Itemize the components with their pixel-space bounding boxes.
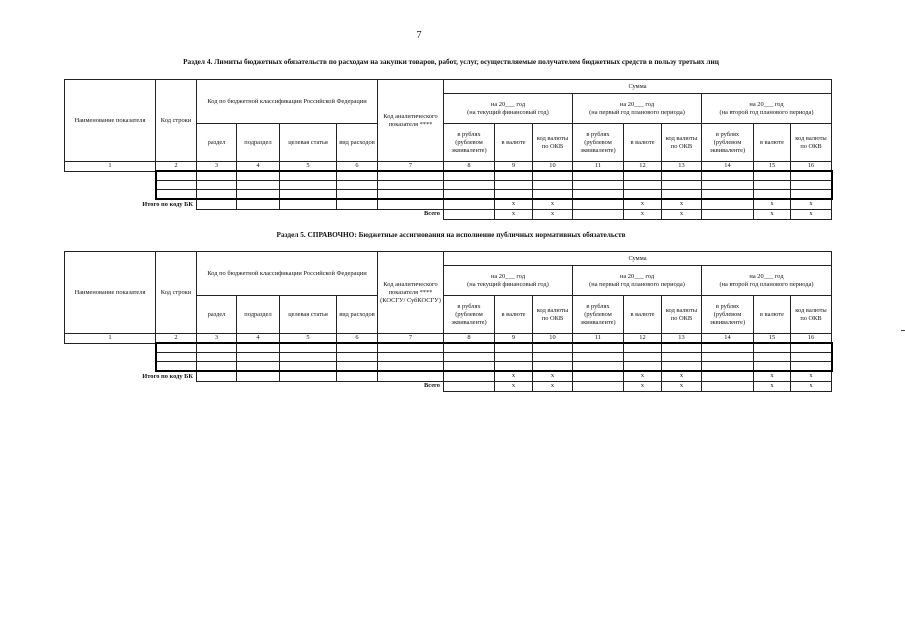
total-bk-row (65, 199, 832, 209)
header-okv: код валюты по ОКВ (533, 124, 573, 162)
table-cell (754, 343, 791, 352)
table-cell (65, 171, 156, 180)
column-numbers-row (65, 334, 832, 344)
table-cell (791, 171, 832, 180)
table-cell (337, 352, 378, 361)
table-cell (280, 189, 337, 199)
header-sum: Сумма (444, 252, 832, 266)
table-cell (337, 171, 378, 180)
col-number: 6 (337, 162, 378, 172)
total-bk-row (65, 371, 832, 381)
table-cell (280, 352, 337, 361)
col-number: 16 (791, 162, 832, 172)
col-number: 5 (280, 334, 337, 344)
table-cell (702, 371, 754, 381)
x-mark: x (495, 381, 533, 391)
section-4-title: Раздел 4. Лимиты бюджетных обязательств по расходам на закупки товаров, работ, услуг, осуществляемые получателем бюджетных средств в пользу третьих лиц (183, 57, 719, 66)
x-mark: x (495, 371, 533, 381)
header-row-code: Код строки (156, 252, 197, 334)
col-number: 4 (237, 334, 280, 344)
table-cell (378, 352, 444, 361)
col-number: 2 (156, 162, 197, 172)
table-cell (280, 199, 337, 209)
table-cell (624, 180, 662, 189)
header-currency: в валюте (495, 296, 533, 334)
table-cell (337, 371, 378, 381)
table-cell (444, 180, 495, 189)
header-analytic-code: Код аналитического показателя **** (378, 80, 444, 162)
col-number: 5 (280, 162, 337, 172)
col-number: 16 (791, 334, 832, 344)
data-row (65, 189, 832, 199)
header-year-current (444, 94, 573, 124)
table-cell (702, 352, 754, 361)
x-mark: x (624, 381, 662, 391)
header-row-code: Код строки (156, 80, 197, 162)
col-number: 1 (65, 334, 156, 344)
table-cell (573, 352, 624, 361)
col-number: 12 (624, 162, 662, 172)
data-row (65, 171, 832, 180)
header-year-plan2-label: на 20___ год (749, 272, 784, 280)
header-year-plan1-sub: (на первый год планового периода) (589, 280, 685, 288)
section-4-table (64, 79, 833, 220)
table-cell (156, 343, 197, 352)
table-cell (495, 361, 533, 371)
header-target-article: целевая статья (280, 124, 337, 162)
x-mark: x (754, 199, 791, 209)
x-mark: x (754, 209, 791, 219)
table-cell (495, 180, 533, 189)
col-number: 14 (702, 334, 754, 344)
col-number: 1 (65, 162, 156, 172)
table-cell (280, 171, 337, 180)
header-razdel: раздел (197, 124, 237, 162)
table-cell (156, 361, 197, 371)
header-okv: код валюты по ОКВ (791, 296, 832, 334)
col-number: 15 (754, 334, 791, 344)
page-number: 7 (416, 30, 422, 41)
header-rub: в рублях (рублевом эквиваленте) (444, 296, 495, 334)
table-cell (573, 381, 624, 391)
header-rub: в рублях (рублевом эквиваленте) (573, 296, 624, 334)
total-all-label: Всего (424, 210, 440, 218)
data-row (65, 180, 832, 189)
table-cell (624, 343, 662, 352)
table-cell (573, 343, 624, 352)
table-cell (378, 189, 444, 199)
table-cell (533, 361, 573, 371)
total-bk-label: Итого по коду БК (142, 200, 193, 208)
table-cell (702, 381, 754, 391)
col-number: 14 (702, 162, 754, 172)
table-cell (237, 180, 280, 189)
header-rub: в рублях (рублевом эквиваленте) (702, 124, 754, 162)
table-cell (378, 199, 444, 209)
col-number: 13 (662, 162, 702, 172)
table-cell (337, 361, 378, 371)
table-cell (573, 199, 624, 209)
col-number: 8 (444, 162, 495, 172)
table-cell (702, 343, 754, 352)
header-name: Наименование показателя (65, 252, 156, 334)
header-currency: в валюте (495, 124, 533, 162)
table-cell (624, 171, 662, 180)
table-cell (754, 171, 791, 180)
table-cell (444, 371, 495, 381)
table-cell (662, 171, 702, 180)
table-cell (197, 199, 237, 209)
x-mark: x (624, 209, 662, 219)
table-cell (337, 343, 378, 352)
table-cell (444, 361, 495, 371)
total-all-row (65, 381, 832, 391)
table-cell (444, 381, 495, 391)
header-currency: в валюте (754, 124, 791, 162)
table-cell (444, 189, 495, 199)
table-cell (237, 343, 280, 352)
table-cell (573, 209, 624, 219)
table-cell (791, 180, 832, 189)
col-number: 9 (495, 334, 533, 344)
table-cell (702, 171, 754, 180)
header-year-plan2-sub: (на второй год планового периода) (719, 280, 814, 288)
data-row (65, 352, 832, 361)
header-year-plan2 (702, 266, 832, 296)
table-cell (754, 361, 791, 371)
table-cell (495, 343, 533, 352)
x-mark: x (662, 209, 702, 219)
col-number: 9 (495, 162, 533, 172)
col-number: 6 (337, 334, 378, 344)
table-cell (533, 352, 573, 361)
header-podrazdel: подраздел (237, 124, 280, 162)
table-cell (65, 180, 156, 189)
table-cell (197, 371, 237, 381)
header-budget-classification: Код по бюджетной классификации Российской Федерации (197, 80, 378, 124)
x-mark: x (662, 371, 702, 381)
header-rub: в рублях (рублевом эквиваленте) (573, 124, 624, 162)
x-mark: x (791, 199, 832, 209)
table-cell (754, 189, 791, 199)
x-mark: x (624, 371, 662, 381)
header-okv: код валюты по ОКВ (533, 296, 573, 334)
header-year-plan1-label: на 20___ год (619, 272, 655, 280)
header-year-plan2-sub: (на второй год планового периода) (719, 108, 814, 116)
x-mark: x (662, 381, 702, 391)
header-rub: в рублях (рублевом эквиваленте) (444, 124, 495, 162)
table-cell (197, 352, 237, 361)
table-cell (337, 180, 378, 189)
table-cell (156, 171, 197, 180)
table-cell (533, 189, 573, 199)
table-cell (495, 171, 533, 180)
data-row (65, 343, 832, 352)
table-cell (754, 180, 791, 189)
table-cell (702, 189, 754, 199)
x-mark: x (662, 199, 702, 209)
table-cell (662, 180, 702, 189)
table-cell (791, 343, 832, 352)
table-cell (197, 343, 237, 352)
table-cell (197, 180, 237, 189)
table-cell (662, 352, 702, 361)
margin-mark (901, 330, 905, 331)
total-all-label: Всего (424, 382, 440, 390)
header-analytic-code: Код аналитического показателя **** (КОСГУ/ СубКОСГУ) (378, 252, 444, 334)
col-number: 10 (533, 162, 573, 172)
col-number: 11 (573, 334, 624, 344)
header-podrazdel: подраздел (237, 296, 280, 334)
table-cell (156, 180, 197, 189)
col-number: 7 (378, 162, 444, 172)
header-budget-classification: Код по бюджетной классификации Российской Федерации (197, 252, 378, 296)
col-number: 13 (662, 334, 702, 344)
table-cell (662, 361, 702, 371)
header-expense-type: вид расходов (337, 124, 378, 162)
table-cell (573, 371, 624, 381)
col-number: 2 (156, 334, 197, 344)
table-cell (378, 361, 444, 371)
header-target-article: целевая статья (280, 296, 337, 334)
table-cell (444, 343, 495, 352)
header-currency: в валюте (754, 296, 791, 334)
col-number: 8 (444, 334, 495, 344)
table-cell (237, 189, 280, 199)
table-cell (337, 199, 378, 209)
data-row (65, 361, 832, 371)
header-year-plan2 (702, 94, 832, 124)
x-mark: x (533, 209, 573, 219)
table-cell (237, 371, 280, 381)
x-mark: x (495, 199, 533, 209)
table-cell (65, 189, 156, 199)
col-number: 12 (624, 334, 662, 344)
table-cell (662, 343, 702, 352)
header-sum: Сумма (444, 80, 832, 94)
header-year-plan1-label: на 20___ год (619, 100, 655, 108)
table-cell (573, 171, 624, 180)
table-cell (624, 361, 662, 371)
table-cell (378, 371, 444, 381)
table-cell (702, 180, 754, 189)
table-cell (280, 343, 337, 352)
header-year-plan2-label: на 20___ год (749, 100, 784, 108)
table-cell (280, 180, 337, 189)
header-expense-type: вид расходов (337, 296, 378, 334)
header-name: Наименование показателя (65, 80, 156, 162)
table-cell (791, 361, 832, 371)
table-cell (791, 352, 832, 361)
x-mark: x (754, 371, 791, 381)
table-cell (791, 189, 832, 199)
header-okv: код валюты по ОКВ (791, 124, 832, 162)
table-cell (702, 361, 754, 371)
table-cell (197, 189, 237, 199)
header-year-plan1 (573, 266, 702, 296)
table-cell (337, 189, 378, 199)
col-number: 15 (754, 162, 791, 172)
table-cell (237, 361, 280, 371)
header-currency: в валюте (624, 296, 662, 334)
col-number: 10 (533, 334, 573, 344)
table-cell (754, 352, 791, 361)
table-cell (495, 189, 533, 199)
table-cell (533, 343, 573, 352)
table-cell (624, 189, 662, 199)
section-5-table (64, 251, 833, 392)
table-cell (573, 361, 624, 371)
section-5-title: Раздел 5. СПРАВОЧНО: Бюджетные ассигнования на исполнение публичных нормативных обязательств (276, 230, 626, 239)
table-cell (156, 352, 197, 361)
table-cell (65, 343, 156, 352)
table-cell (444, 171, 495, 180)
total-bk-label: Итого по коду БК (142, 372, 193, 380)
x-mark: x (791, 371, 832, 381)
table-cell (495, 352, 533, 361)
table-cell (533, 171, 573, 180)
col-number: 3 (197, 162, 237, 172)
x-mark: x (754, 381, 791, 391)
table-cell (197, 361, 237, 371)
col-number: 3 (197, 334, 237, 344)
header-year-current-label: на 20___ год (490, 100, 526, 108)
col-number: 7 (378, 334, 444, 344)
table-cell (533, 180, 573, 189)
table-cell (65, 352, 156, 361)
table-cell (702, 209, 754, 219)
table-cell (280, 371, 337, 381)
header-year-plan1 (573, 94, 702, 124)
col-number: 4 (237, 162, 280, 172)
table-cell (573, 180, 624, 189)
x-mark: x (533, 371, 573, 381)
x-mark: x (533, 381, 573, 391)
header-year-current (444, 266, 573, 296)
table-cell (156, 189, 197, 199)
x-mark: x (495, 209, 533, 219)
header-okv: код валюты по ОКВ (662, 296, 702, 334)
table-cell (65, 361, 156, 371)
table-cell (444, 209, 495, 219)
column-numbers-row (65, 162, 832, 172)
x-mark: x (533, 199, 573, 209)
header-rub: в рублях (рублевом эквиваленте) (702, 296, 754, 334)
x-mark: x (624, 199, 662, 209)
total-all-row (65, 209, 832, 219)
header-year-plan1-sub: (на первый год планового периода) (589, 108, 685, 116)
table-cell (237, 199, 280, 209)
table-cell (444, 352, 495, 361)
header-currency: в валюте (624, 124, 662, 162)
header-okv: код валюты по ОКВ (662, 124, 702, 162)
x-mark: x (791, 381, 832, 391)
table-cell (444, 199, 495, 209)
table-cell (624, 352, 662, 361)
table-cell (573, 189, 624, 199)
table-cell (237, 352, 280, 361)
table-cell (280, 361, 337, 371)
x-mark: x (791, 209, 832, 219)
table-cell (197, 171, 237, 180)
header-year-current-sub: (на текущий финансовый год) (467, 280, 549, 288)
header-year-current-sub: (на текущий финансовый год) (467, 108, 549, 116)
table-cell (378, 171, 444, 180)
table-cell (237, 171, 280, 180)
header-razdel: раздел (197, 296, 237, 334)
header-year-current-label: на 20___ год (490, 272, 526, 280)
table-cell (662, 189, 702, 199)
table-cell (378, 343, 444, 352)
col-number: 11 (573, 162, 624, 172)
table-cell (702, 199, 754, 209)
table-cell (378, 180, 444, 189)
